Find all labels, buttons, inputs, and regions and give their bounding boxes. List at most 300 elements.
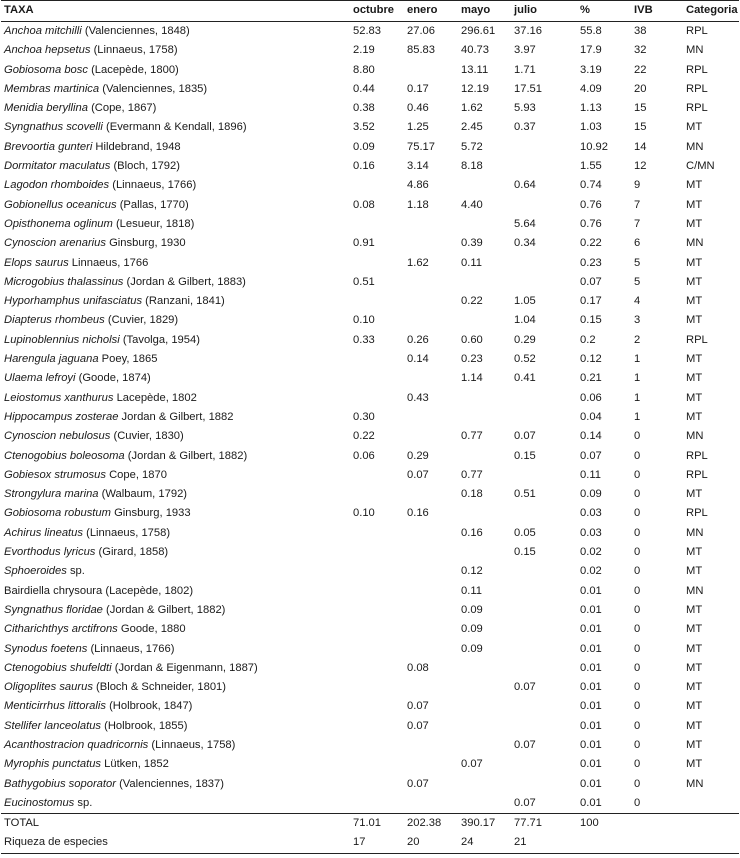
taxon-cell bbox=[1, 99, 350, 118]
mayo-cell bbox=[458, 678, 511, 697]
taxon-cell bbox=[1, 562, 350, 581]
percent-cell: 0.01 bbox=[580, 700, 602, 713]
table-row bbox=[1, 678, 739, 697]
categoria-cell: RPL bbox=[686, 507, 708, 520]
taxon-name: Acanthostracion quadricornis bbox=[4, 738, 149, 751]
table-row bbox=[1, 755, 739, 774]
table-row bbox=[1, 466, 739, 485]
taxon-name: Ulaema lefroyi bbox=[4, 372, 76, 385]
taxon-author: sp. bbox=[77, 796, 93, 809]
enero-cell bbox=[404, 273, 458, 292]
taxon-cell bbox=[1, 543, 350, 562]
taxon-name: Anchoa mitchilli bbox=[4, 25, 82, 37]
taxon-cell bbox=[1, 215, 350, 234]
table-row bbox=[1, 524, 739, 543]
taxon-name: Ctenogobius boleosoma bbox=[4, 449, 125, 462]
ivb-cell: 1 bbox=[634, 353, 641, 366]
taxon-author: (Linnaeus, 1766) bbox=[90, 642, 175, 655]
ivb-cell: 7 bbox=[634, 217, 641, 230]
percent-cell: 0.76 bbox=[580, 217, 602, 230]
taxon-author: (Evermann & Kendall, 1896) bbox=[106, 121, 247, 134]
enero-cell: 0.17 bbox=[407, 82, 429, 95]
percent-cell: 0.03 bbox=[580, 507, 602, 520]
enero-cell: 0.46 bbox=[407, 102, 429, 115]
table-row bbox=[1, 582, 739, 601]
enero-cell bbox=[404, 215, 458, 234]
taxon-author: (Girard, 1858) bbox=[98, 546, 169, 559]
julio-cell: 0.15 bbox=[514, 449, 536, 462]
ivb-cell: 0 bbox=[634, 681, 641, 694]
julio-cell: 0.15 bbox=[514, 546, 536, 559]
taxon-cell bbox=[1, 736, 350, 755]
taxon-name: Dormitator maculatus bbox=[4, 160, 111, 173]
categoria-cell: RPL bbox=[686, 449, 708, 462]
taxon-author: (Jordan & Gilbert, 1882) bbox=[106, 603, 226, 616]
octubre-cell bbox=[350, 524, 404, 543]
percent-cell: 0.74 bbox=[580, 179, 602, 192]
categoria-cell: MT bbox=[686, 661, 703, 674]
percent-cell: 0.07 bbox=[580, 449, 602, 462]
julio-cell: 0.29 bbox=[514, 333, 536, 346]
categoria-cell: MT bbox=[686, 700, 703, 713]
categoria-cell: MT bbox=[686, 719, 703, 732]
taxon-author: Ginsburg, 1933 bbox=[114, 507, 191, 520]
taxon-cell bbox=[1, 466, 350, 485]
octubre-cell bbox=[350, 215, 404, 234]
categoria-cell bbox=[683, 833, 739, 853]
categoria-cell: MN bbox=[686, 777, 704, 790]
taxon-name: Bathygobius soporator bbox=[4, 777, 116, 790]
julio-cell: 5.93 bbox=[514, 102, 536, 115]
enero-cell bbox=[404, 562, 458, 581]
percent-cell: 0.15 bbox=[580, 314, 602, 327]
table-row bbox=[1, 389, 739, 408]
percent-cell: 0.23 bbox=[580, 256, 602, 269]
octubre-cell bbox=[350, 659, 404, 678]
octubre-cell: 0.33 bbox=[353, 333, 375, 346]
ivb-cell: 0 bbox=[634, 642, 641, 655]
categoria-cell: MT bbox=[686, 642, 703, 655]
octubre-cell bbox=[350, 582, 404, 601]
enero-cell: 0.16 bbox=[407, 507, 429, 520]
species-table bbox=[1, 0, 739, 854]
percent-cell: 100 bbox=[580, 817, 599, 830]
taxon-cell bbox=[1, 620, 350, 639]
ivb-cell: 0 bbox=[634, 623, 641, 636]
percent-cell: 0.03 bbox=[580, 526, 602, 539]
mayo-cell bbox=[458, 447, 511, 466]
categoria-cell: RPL bbox=[686, 25, 708, 37]
enero-cell bbox=[404, 369, 458, 388]
enero-cell bbox=[404, 234, 458, 253]
taxon-author: (Ranzani, 1841) bbox=[145, 295, 225, 308]
categoria-cell: MT bbox=[686, 217, 703, 230]
mayo-cell bbox=[458, 504, 511, 523]
taxon-cell bbox=[1, 196, 350, 215]
julio-cell bbox=[511, 196, 577, 215]
taxon-name: Leiostomus xanthurus bbox=[4, 391, 114, 404]
ivb-cell: 0 bbox=[634, 758, 641, 771]
taxon-author: (Linnaeus, 1758) bbox=[86, 526, 171, 539]
taxon-cell bbox=[1, 61, 350, 80]
mayo-cell: 0.77 bbox=[461, 430, 483, 443]
enero-cell bbox=[404, 620, 458, 639]
table-row bbox=[1, 659, 739, 678]
ivb-cell: 12 bbox=[634, 160, 647, 173]
table-row bbox=[1, 717, 739, 736]
categoria-cell: MT bbox=[686, 681, 703, 694]
taxon-author: (Walbaum, 1792) bbox=[101, 488, 188, 501]
julio-cell bbox=[511, 582, 577, 601]
mayo-cell: 4.40 bbox=[461, 198, 483, 211]
taxon-name: Cynoscion nebulosus bbox=[4, 430, 111, 443]
mayo-cell bbox=[458, 794, 511, 814]
taxon-name: Synodus foetens bbox=[4, 642, 88, 655]
taxon-author: (Cope, 1867) bbox=[91, 102, 157, 115]
taxon-cell bbox=[1, 350, 350, 369]
julio-cell bbox=[511, 157, 577, 176]
categoria-cell bbox=[683, 794, 739, 814]
header-mayo: mayo bbox=[461, 4, 491, 17]
table-body bbox=[1, 22, 739, 854]
taxon-cell bbox=[1, 524, 350, 543]
categoria-cell: MT bbox=[686, 565, 703, 578]
percent-cell: 0.02 bbox=[580, 565, 602, 578]
taxon-author: Jordan & Gilbert, 1882 bbox=[121, 410, 234, 423]
taxon-author: (Lesueur, 1818) bbox=[115, 217, 195, 230]
taxon-cell bbox=[1, 659, 350, 678]
mayo-cell: 296.61 bbox=[461, 25, 496, 37]
julio-cell: 77.71 bbox=[514, 817, 542, 830]
mayo-cell: 1.62 bbox=[461, 102, 483, 115]
julio-cell: 17.51 bbox=[514, 82, 542, 95]
percent-cell: 0.01 bbox=[580, 758, 602, 771]
octubre-cell bbox=[350, 466, 404, 485]
taxon-cell bbox=[1, 41, 350, 60]
octubre-cell: 17 bbox=[353, 836, 366, 849]
percent-cell: 0.01 bbox=[580, 796, 602, 809]
taxon-name: Syngnathus floridae bbox=[4, 603, 103, 616]
enero-cell bbox=[404, 640, 458, 659]
percent-cell: 0.04 bbox=[580, 410, 602, 423]
julio-cell: 37.16 bbox=[514, 25, 542, 37]
mayo-cell: 0.77 bbox=[461, 468, 483, 481]
table-row bbox=[1, 640, 739, 659]
ivb-cell: 0 bbox=[634, 430, 641, 443]
octubre-cell: 2.19 bbox=[353, 44, 375, 57]
taxon-author: Poey, 1865 bbox=[101, 353, 158, 366]
octubre-cell bbox=[350, 697, 404, 716]
categoria-cell: MT bbox=[686, 275, 703, 288]
enero-cell: 0.07 bbox=[407, 719, 429, 732]
julio-cell bbox=[511, 504, 577, 523]
julio-cell: 1.04 bbox=[514, 314, 536, 327]
enero-cell: 202.38 bbox=[407, 817, 442, 830]
categoria-cell: MT bbox=[686, 179, 703, 192]
taxon-name: Hippocampus zosterae bbox=[4, 410, 119, 423]
percent-cell: 0.09 bbox=[580, 488, 602, 501]
ivb-cell: 0 bbox=[634, 661, 641, 674]
table-row bbox=[1, 176, 739, 195]
julio-cell: 0.41 bbox=[514, 372, 536, 385]
ivb-cell: 2 bbox=[634, 333, 641, 346]
categoria-cell: MT bbox=[686, 295, 703, 308]
taxon-author: (Bloch, 1792) bbox=[113, 160, 180, 173]
julio-cell bbox=[511, 138, 577, 157]
taxon-author: (Cuvier, 1829) bbox=[107, 314, 179, 327]
categoria-cell: MT bbox=[686, 391, 703, 404]
table-row bbox=[1, 562, 739, 581]
percent-cell: 0.76 bbox=[580, 198, 602, 211]
taxon-cell bbox=[1, 794, 350, 814]
taxon-author: (Bloch & Schneider, 1801) bbox=[96, 681, 227, 694]
taxon-author: (Lacepède, 1800) bbox=[91, 63, 179, 76]
taxon-name: Oligoplites saurus bbox=[4, 681, 93, 694]
enero-cell: 85.83 bbox=[407, 44, 435, 57]
table-row bbox=[1, 157, 739, 176]
taxon-name: Gobiosoma bosc bbox=[4, 63, 88, 76]
mayo-cell: 12.19 bbox=[461, 82, 489, 95]
julio-cell bbox=[511, 620, 577, 639]
taxon-author: (Jordan & Gilbert, 1883) bbox=[126, 275, 246, 288]
taxon-cell bbox=[1, 775, 350, 794]
taxon-cell bbox=[1, 331, 350, 350]
categoria-cell: RPL bbox=[686, 63, 708, 76]
taxon-name: Myrophis punctatus bbox=[4, 758, 102, 771]
richness-row bbox=[1, 833, 739, 853]
taxon-cell bbox=[1, 311, 350, 330]
octubre-cell: 0.22 bbox=[353, 430, 375, 443]
mayo-cell: 0.60 bbox=[461, 333, 483, 346]
octubre-cell: 0.44 bbox=[353, 82, 375, 95]
table-row bbox=[1, 331, 739, 350]
octubre-cell bbox=[350, 562, 404, 581]
percent-cell: 0.07 bbox=[580, 275, 602, 288]
taxon-cell bbox=[1, 22, 350, 42]
mayo-cell: 0.11 bbox=[461, 584, 482, 597]
taxon-name: Elops saurus bbox=[4, 256, 69, 269]
enero-cell bbox=[404, 582, 458, 601]
ivb-cell: 4 bbox=[634, 295, 641, 308]
mayo-cell: 0.12 bbox=[461, 565, 483, 578]
percent-cell: 4.09 bbox=[580, 82, 602, 95]
octubre-cell bbox=[350, 620, 404, 639]
categoria-cell: MT bbox=[686, 121, 703, 134]
taxon-name: Opisthonema oglinum bbox=[4, 217, 113, 230]
table-row bbox=[1, 99, 739, 118]
julio-cell: 0.64 bbox=[514, 179, 536, 192]
taxon-cell bbox=[1, 697, 350, 716]
julio-cell bbox=[511, 640, 577, 659]
mayo-cell: 0.22 bbox=[461, 295, 483, 308]
categoria-cell: MT bbox=[686, 623, 703, 636]
enero-cell: 0.08 bbox=[407, 661, 429, 674]
table-row bbox=[1, 196, 739, 215]
taxon-cell bbox=[1, 640, 350, 659]
taxon-name: Gobionellus oceanicus bbox=[4, 198, 117, 211]
enero-cell: 20 bbox=[407, 836, 420, 849]
percent-cell: 0.01 bbox=[580, 681, 602, 694]
mayo-cell: 0.16 bbox=[461, 526, 483, 539]
mayo-cell bbox=[458, 775, 511, 794]
taxon-author: Lütken, 1852 bbox=[104, 758, 169, 771]
taxon-author: Lacepède, 1802 bbox=[116, 391, 197, 404]
taxon-cell bbox=[1, 755, 350, 774]
julio-cell: 0.51 bbox=[514, 488, 536, 501]
enero-cell: 0.07 bbox=[407, 777, 429, 790]
julio-cell bbox=[511, 389, 577, 408]
julio-cell: 3.97 bbox=[514, 44, 536, 57]
octubre-cell bbox=[350, 369, 404, 388]
table-row bbox=[1, 601, 739, 620]
taxon-author: (Jordan & Eigenmann, 1887) bbox=[114, 661, 258, 674]
octubre-cell bbox=[350, 543, 404, 562]
mayo-cell bbox=[458, 543, 511, 562]
enero-cell bbox=[404, 427, 458, 446]
octubre-cell: 0.51 bbox=[353, 275, 375, 288]
enero-cell bbox=[404, 601, 458, 620]
taxon-name: Hyporhamphus unifasciatus bbox=[4, 295, 143, 308]
row-label: TOTAL bbox=[4, 817, 40, 830]
header-enero: enero bbox=[407, 4, 438, 17]
ivb-cell: 5 bbox=[634, 256, 641, 269]
categoria-cell: MN bbox=[686, 584, 704, 597]
mayo-cell: 0.23 bbox=[461, 353, 483, 366]
taxon-name: Lagodon rhomboides bbox=[4, 179, 110, 192]
octubre-cell bbox=[350, 640, 404, 659]
ivb-cell: 38 bbox=[634, 25, 647, 37]
header-julio: julio bbox=[514, 4, 537, 17]
percent-cell: 17.9 bbox=[580, 44, 602, 57]
categoria-cell: RPL bbox=[686, 102, 708, 115]
taxon-cell bbox=[1, 369, 350, 388]
categoria-cell: MT bbox=[686, 488, 703, 501]
julio-cell: 5.64 bbox=[514, 217, 536, 230]
table-row bbox=[1, 138, 739, 157]
ivb-cell: 1 bbox=[634, 372, 641, 385]
taxon-name: Gobiesox strumosus bbox=[4, 468, 106, 481]
categoria-cell: MT bbox=[686, 546, 703, 559]
percent-cell: 0.17 bbox=[580, 295, 602, 308]
julio-cell bbox=[511, 273, 577, 292]
categoria-cell: MT bbox=[686, 372, 703, 385]
ivb-cell: 9 bbox=[634, 179, 641, 192]
categoria-cell: MN bbox=[686, 44, 704, 57]
mayo-cell: 0.07 bbox=[461, 758, 483, 771]
enero-cell: 4.86 bbox=[407, 179, 429, 192]
table-row bbox=[1, 80, 739, 99]
percent-cell bbox=[577, 833, 631, 853]
taxon-name: Diapterus rhombeus bbox=[4, 314, 105, 327]
ivb-cell: 0 bbox=[634, 719, 641, 732]
taxon-cell bbox=[1, 254, 350, 273]
mayo-cell: 0.18 bbox=[461, 488, 483, 501]
table-row bbox=[1, 292, 739, 311]
table-row bbox=[1, 254, 739, 273]
taxon-name: Ctenogobius shufeldti bbox=[4, 661, 112, 674]
taxon-author: Ginsburg, 1930 bbox=[109, 237, 186, 250]
taxon-cell bbox=[1, 80, 350, 99]
mayo-cell bbox=[458, 717, 511, 736]
julio-cell bbox=[511, 601, 577, 620]
mayo-cell bbox=[458, 311, 511, 330]
enero-cell: 1.18 bbox=[407, 198, 429, 211]
mayo-cell: 40.73 bbox=[461, 44, 489, 57]
table-row bbox=[1, 61, 739, 80]
row-label: Riqueza de especies bbox=[4, 836, 108, 849]
julio-cell bbox=[511, 775, 577, 794]
enero-cell bbox=[404, 485, 458, 504]
categoria-cell: MT bbox=[686, 256, 703, 269]
table-row bbox=[1, 369, 739, 388]
mayo-cell: 2.45 bbox=[461, 121, 483, 134]
julio-cell: 0.07 bbox=[514, 430, 536, 443]
ivb-cell: 0 bbox=[634, 546, 641, 559]
ivb-cell: 0 bbox=[634, 526, 641, 539]
enero-cell: 0.43 bbox=[407, 391, 429, 404]
taxon-cell bbox=[1, 485, 350, 504]
enero-cell bbox=[404, 543, 458, 562]
octubre-cell: 0.91 bbox=[353, 237, 375, 250]
percent-cell: 0.21 bbox=[580, 372, 602, 385]
enero-cell: 0.07 bbox=[407, 700, 429, 713]
table-row bbox=[1, 504, 739, 523]
ivb-cell bbox=[631, 814, 683, 834]
octubre-cell: 0.16 bbox=[353, 160, 375, 173]
categoria-cell: MT bbox=[686, 314, 703, 327]
taxon-name: Membras martinica bbox=[4, 82, 100, 95]
taxon-name: Achirus lineatus bbox=[4, 526, 83, 539]
octubre-cell: 3.52 bbox=[353, 121, 375, 134]
categoria-cell bbox=[683, 814, 739, 834]
ivb-cell: 0 bbox=[634, 449, 641, 462]
ivb-cell: 0 bbox=[634, 584, 641, 597]
table-row bbox=[1, 118, 739, 137]
ivb-cell: 0 bbox=[634, 603, 641, 616]
mayo-cell bbox=[458, 273, 511, 292]
percent-cell: 0.02 bbox=[580, 546, 602, 559]
taxon-author: (Linnaeus, 1758) bbox=[151, 738, 236, 751]
taxon-name: Strongylura marina bbox=[4, 488, 99, 501]
enero-cell: 0.29 bbox=[407, 449, 429, 462]
percent-cell: 1.13 bbox=[580, 102, 602, 115]
taxon-name: Stellifer lanceolatus bbox=[4, 719, 102, 732]
taxon-name: Eucinostomus bbox=[4, 796, 75, 809]
mayo-cell bbox=[458, 659, 511, 678]
julio-cell bbox=[511, 755, 577, 774]
ivb-cell: 15 bbox=[634, 121, 647, 134]
header-ivb: IVB bbox=[634, 4, 653, 17]
table-row bbox=[1, 22, 739, 42]
enero-cell bbox=[404, 524, 458, 543]
table-row bbox=[1, 775, 739, 794]
taxon-cell bbox=[1, 504, 350, 523]
taxon-name: Evorthodus lyricus bbox=[4, 546, 96, 559]
julio-cell bbox=[511, 697, 577, 716]
taxon-author: Hildebrand, 1948 bbox=[95, 140, 181, 153]
taxon-cell bbox=[1, 389, 350, 408]
percent-cell: 0.01 bbox=[580, 738, 602, 751]
taxon-cell bbox=[1, 601, 350, 620]
header-categoria: Categoria bbox=[686, 4, 738, 17]
categoria-cell: RPL bbox=[686, 468, 708, 481]
taxon-cell bbox=[1, 138, 350, 157]
taxon-cell bbox=[1, 717, 350, 736]
octubre-cell bbox=[350, 794, 404, 814]
table-row bbox=[1, 485, 739, 504]
julio-cell: 0.52 bbox=[514, 353, 536, 366]
enero-cell: 0.14 bbox=[407, 353, 429, 366]
